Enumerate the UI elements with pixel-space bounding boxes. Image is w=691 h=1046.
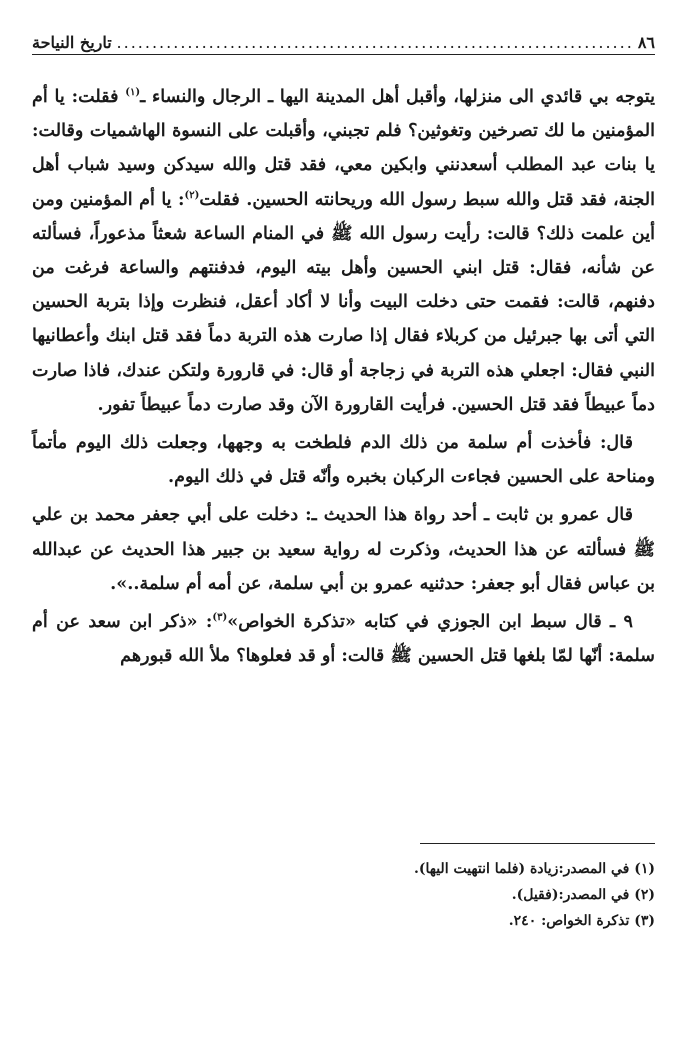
paragraph-1: يتوجه بي قائدي الى منزلها، وأقبل أهل المدينة اليها ـ الرجال والنساء ـ$^{(١)}$ فقلت: يا أم المؤمنين ما لك تصرخين وتغوثين؟ فلم تجبني، وأقبلت على النسوة الهاشميات وقالت: يا بنات عبد المطلب أسعدنني وابكين معي، فقد قتل والله سيدكن وسيد شباب أهل الجنة، فقد قتل والله سبط رسول الله وريحانته الحسين. فقلت$^{(٢)}$: يا أم المؤمنين ومن أين علمت ذلك؟ قالت: رأيت رسول الله ﷺ في المنام الساعة شعثاً مذعوراً، فسألته عن شأنه، فقال: قتل ابني الحسين وأهل بيته اليوم، فدفنتهم والساعة فرغت من دفنهم، قالت: فقمت حتى دخلت البيت وأنا لا أكاد أعقل، فنظرت وإذا بتربة الحسين التي أتى بها جبرئيل من كربلاء فقال إذا صارت هذه التربة دماً فقد قتل ابنك وأعطانيها النبي فقال: اجعلي هذه التربة في زجاجة أو قال: في قارورة ولتكن عندك، فاذا صارت دماً عبيطاً فقد قتل الحسين. فرأيت القارورة الآن وقد صارت دماً عبيطاً تفور. [32,86,655,415]
footnotes [300,856,655,934]
footnote-1: (١) في المصدر:زيادة (فلما انتهيت اليها). [413,861,655,877]
footnote-3: (٣) تذكرة الخواص: ٢٤٠. [508,913,655,929]
footnote-ref-3[interactable]: (٣) [212,612,228,624]
footnote-ref-2[interactable]: (٢) [184,189,200,201]
paragraph-2: قال: فأخذت أم سلمة من ذلك الدم فلطخت به وجهها، وجعلت ذلك اليوم مأتماً ومناحة على الحسين فجاءت الركبان بخبره وأنّه قتل في ذلك اليوم. [32,432,655,488]
footnote-ref-1[interactable]: (١) [125,87,141,99]
page-number: ٨٦ [637,32,655,52]
running-title: تاريخ النياحة [32,32,112,52]
paragraph-4: ٩ ـ قال سبط ابن الجوزي في كتابه «تذكرة الخواص»$^{(٣)}$: «ذكر ابن سعد عن أم سلمة: أنّها لمّا بلغها قتل الحسين ﷺ قالت: أو قد فعلوها؟ ملأ الله قبورهم [32,611,655,667]
main-text [32,80,655,673]
header-leader-dots [116,33,634,52]
footnote-separator [420,843,655,844]
running-header [32,30,655,55]
paragraph-3: قال عمرو بن ثابت ـ أحد رواة هذا الحديث ـ: دخلت على أبي جعفر محمد بن علي ﷺ فسألته عن هذا الحديث، وذكرت له رواية سعيد بن جبير هذا الحديث عن عبدالله بن عباس فقال أبو جعفر: حدثنيه عمرو بن أبي سلمة، عن أمه أم سلمة..». [32,504,655,594]
footnote-2: (٢) في المصدر:(فقيل). [511,887,655,903]
